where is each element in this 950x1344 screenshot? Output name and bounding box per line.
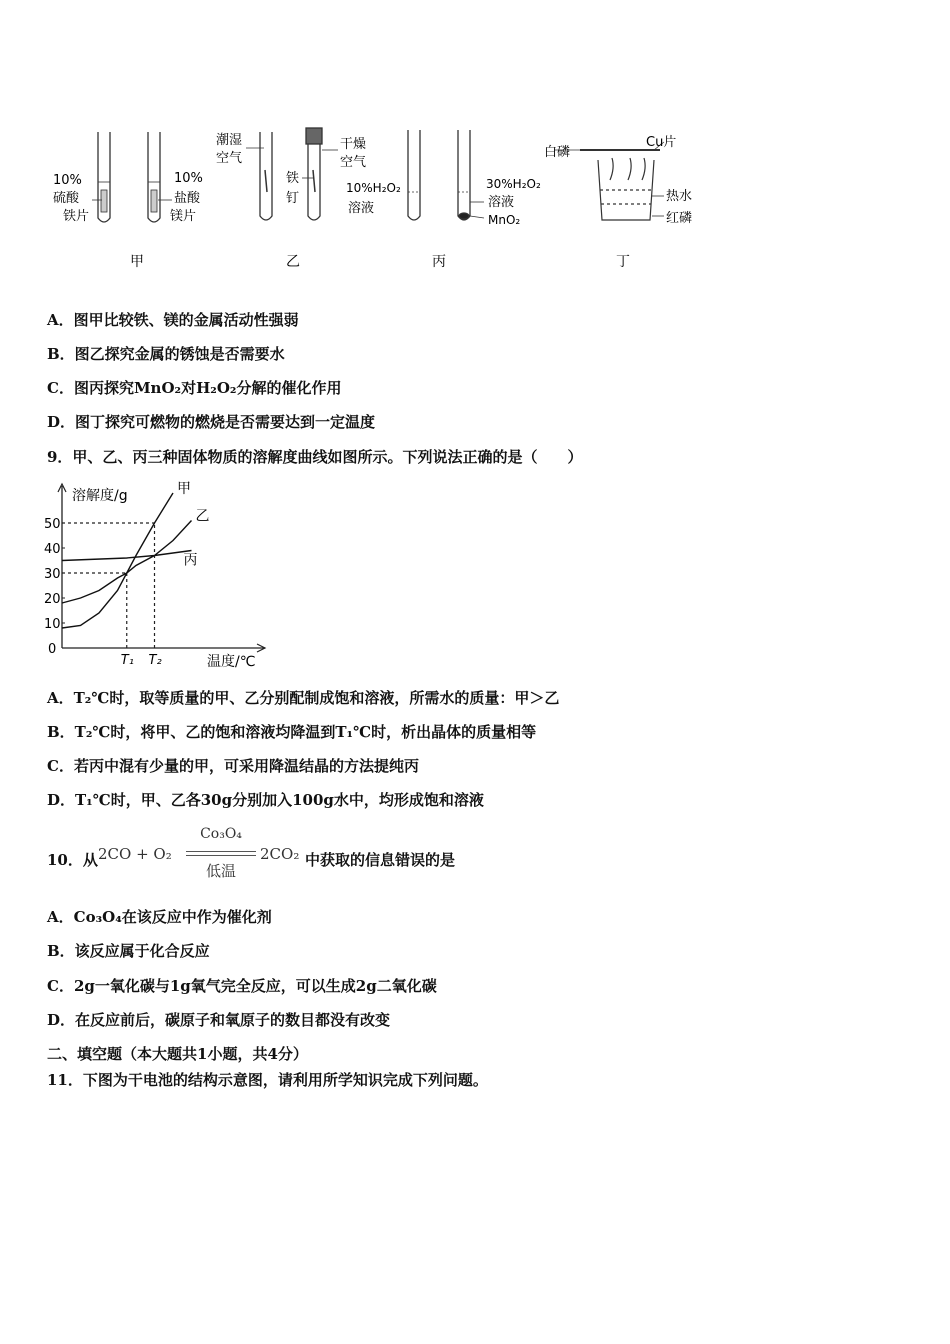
diagram-bing [408, 130, 484, 220]
yi-dry-1: 干燥 [340, 137, 367, 152]
q10-eq-right: 2CO₂ [260, 845, 300, 863]
x-tick-label: T₁ [120, 653, 134, 668]
y-tick-label: 0 [48, 642, 57, 657]
jia-right-text-3: 镁片 [170, 209, 197, 224]
experiment-figure [40, 120, 760, 280]
y-tick-label: 20 [44, 592, 61, 607]
q10-eq-catalyst: Co₃O₄ [200, 826, 242, 842]
yi-nail-1: 铁 [286, 171, 300, 186]
q10-eq-arrow-top [186, 851, 256, 852]
caption-jia: 甲 [130, 254, 144, 270]
bing-right-1: 30%H₂O₂ [486, 177, 541, 191]
jia-left-text-1: 10% [53, 173, 82, 188]
y-tick-label: 50 [44, 517, 61, 532]
q11-stem: 11．下图为干电池的结构示意图，请利用所学知识完成下列问题。 [47, 1071, 488, 1089]
y-tick-label: 10 [44, 617, 61, 632]
caption-ding: 丁 [616, 254, 630, 270]
yi-wet-2: 空气 [216, 151, 243, 166]
q10-prefix: 10．从 [47, 851, 98, 869]
y-tick-label: 30 [44, 567, 61, 582]
q9-stem: 9．甲、乙、丙三种固体物质的溶解度曲线如图所示。下列说法正确的是（ ） [47, 448, 583, 466]
q10-eq-left: 2CO + O₂ [98, 845, 172, 863]
yi-dry-2: 空气 [340, 155, 367, 170]
diagram-jia [92, 132, 172, 222]
q9-option-b: B．T₂℃时，将甲、乙的饱和溶液均降温到T₁℃时，析出晶体的质量相等 [47, 723, 537, 741]
bing-right-2: 溶液 [488, 195, 515, 210]
x-axis-label: 温度/℃ [207, 654, 256, 670]
q9-option-d: D．T₁℃时，甲、乙各30g分别加入100g水中，均形成饱和溶液 [47, 791, 484, 809]
q10-suffix: 中获取的信息错误的是 [305, 851, 456, 869]
yi-wet-1: 潮湿 [216, 133, 243, 148]
series-line-1 [62, 521, 192, 604]
jia-right-text-1: 10% [174, 171, 203, 186]
y-tick-label: 40 [44, 542, 61, 557]
section-heading: 二、填空题（本大题共1小题，共4分） [47, 1045, 308, 1063]
yi-nail-2: 钉 [286, 191, 300, 206]
ding-red-p: 红磷 [666, 211, 693, 226]
series-label-0: 甲 [177, 481, 191, 497]
jia-right-text-2: 盐酸 [174, 191, 201, 206]
q9-option-c: C．若丙中混有少量的甲，可采用降温结晶的方法提纯丙 [47, 757, 419, 775]
bing-right-3: MnO₂ [488, 213, 521, 227]
q10-option-d: D．在反应前后，碳原子和氧原子的数目都没有改变 [47, 1011, 391, 1029]
series-label-1: 乙 [195, 508, 210, 525]
q10-eq-condition: 低温 [205, 862, 236, 880]
q8-option-d: D．图丁探究可燃物的燃烧是否需要达到一定温度 [47, 413, 376, 431]
x-tick-label: T₂ [148, 653, 162, 668]
q10-eq-arrow-bottom [186, 855, 256, 856]
solubility-chart-svg [40, 478, 280, 673]
jia-left-text-2: 硫酸 [53, 191, 80, 206]
bing-left-1: 10%H₂O₂ [346, 181, 401, 195]
bing-left-2: 溶液 [348, 201, 375, 216]
jia-left-text-3: 铁片 [63, 209, 90, 224]
caption-bing: 丙 [432, 254, 446, 270]
diagram-ding [554, 142, 664, 220]
ding-hot-water: 热水 [666, 189, 693, 204]
q8-option-a: A．图甲比较铁、镁的金属活动性强弱 [47, 311, 299, 329]
ding-cu: Cu片 [646, 135, 677, 150]
q8-option-b: B．图乙探究金属的锈蚀是否需要水 [47, 345, 285, 363]
series-label-2: 丙 [183, 552, 198, 569]
q10-option-c: C．2g一氧化碳与1g氧气完全反应，可以生成2g二氧化碳 [47, 977, 437, 995]
caption-yi: 乙 [286, 254, 300, 270]
q10-option-b: B．该反应属于化合反应 [47, 942, 210, 960]
y-axis-label: 溶解度/g [72, 488, 128, 504]
q8-option-c: C．图丙探究MnO₂对H₂O₂分解的催化作用 [47, 379, 342, 397]
experiment-diagrams [40, 120, 760, 280]
solubility-chart [40, 478, 280, 673]
q9-option-a: A．T₂℃时，取等质量的甲、乙分别配制成饱和溶液，所需水的质量：甲＞乙 [47, 689, 560, 707]
q10-option-a: A．Co₃O₄在该反应中作为催化剂 [47, 908, 272, 926]
ding-white-p: 白磷 [544, 145, 571, 160]
series-line-2 [62, 551, 192, 561]
